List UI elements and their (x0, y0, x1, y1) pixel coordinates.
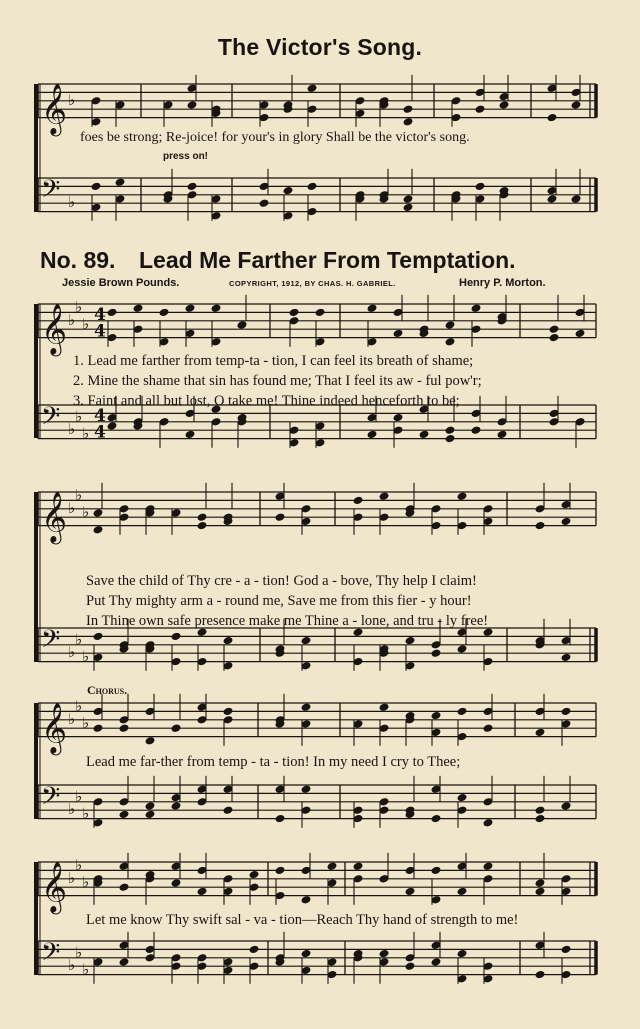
note-head (403, 203, 414, 213)
note-head (187, 100, 198, 110)
note-head (197, 512, 208, 522)
flat-icon: ♭ (75, 787, 83, 806)
flat-icon: ♭ (68, 956, 76, 975)
note-head (431, 648, 442, 658)
note-head (171, 723, 182, 733)
note-head (403, 117, 414, 127)
note-head (197, 887, 208, 897)
note-head (457, 707, 468, 717)
note-head (475, 182, 486, 192)
hymn-number: No. 89. (40, 247, 116, 273)
note-head (393, 413, 404, 423)
note-head (223, 805, 234, 815)
flat-icon: ♭ (75, 697, 83, 716)
note-head (561, 707, 572, 717)
note-head (403, 194, 414, 204)
note-head (275, 866, 286, 876)
treble-clef-icon: 𝄞 (41, 861, 68, 913)
note-head (119, 882, 130, 892)
flat-icon: ♭ (68, 709, 76, 728)
note-head (223, 707, 234, 717)
note-head (301, 784, 312, 794)
note-head (535, 970, 546, 980)
note-head (499, 100, 510, 110)
note-head (187, 182, 198, 192)
note-head (301, 636, 312, 646)
flat-icon: ♭ (68, 643, 76, 662)
note-head (171, 878, 182, 888)
note-head (185, 303, 196, 313)
note-head (483, 818, 494, 828)
note-head (275, 814, 286, 824)
flat-icon: ♭ (82, 960, 90, 979)
note-head (289, 308, 300, 318)
note-head (549, 333, 560, 343)
note-head (145, 801, 156, 811)
flat-icon: ♭ (82, 503, 90, 521)
note-head (483, 861, 494, 871)
note-head (393, 329, 404, 339)
note-head (93, 723, 104, 733)
verse-1-line-2: Save the child of Thy cre - a - tion! God a - bove, Thy help I claim! (86, 573, 477, 589)
note-head (445, 320, 456, 330)
note-head (561, 801, 572, 811)
note-head (367, 430, 378, 440)
note-head (535, 728, 546, 738)
prev-hymn-title: The Victor's Song. (217, 34, 423, 60)
note-head (431, 814, 442, 824)
note-head (171, 801, 182, 811)
note-head (549, 324, 560, 334)
chorus-line-1: Lead me far-ther from temp - ta - tion! In my need I cry to Thee; (86, 754, 461, 770)
note-head (431, 711, 442, 721)
note-head (403, 104, 414, 114)
note-head (275, 512, 286, 522)
time-signature-top: 4 (94, 405, 106, 426)
note-head (483, 723, 494, 733)
note-head (457, 793, 468, 803)
note-head (457, 644, 468, 654)
note-head (471, 303, 482, 313)
note-head (119, 957, 130, 967)
note-head (353, 496, 364, 506)
note-head (159, 308, 170, 318)
note-head (301, 949, 312, 959)
flat-icon: ♭ (75, 856, 83, 875)
hymn-title: Lead Me Farther From Temptation. (139, 247, 516, 273)
note-head (547, 194, 558, 204)
flat-icon: ♭ (68, 868, 76, 887)
note-head (571, 100, 582, 110)
note-head (259, 198, 270, 208)
note-head (197, 521, 208, 531)
note-head (145, 736, 156, 746)
note-head (445, 337, 456, 347)
note-head (431, 866, 442, 876)
flat-icon: ♭ (68, 193, 76, 212)
flat-icon: ♭ (82, 873, 90, 891)
note-head (327, 861, 338, 871)
flat-icon: ♭ (75, 486, 83, 505)
note-head (93, 525, 104, 535)
note-head (211, 303, 222, 313)
treble-clef-icon: 𝄞 (41, 702, 68, 754)
flat-icon: ♭ (68, 90, 76, 109)
flat-icon: ♭ (82, 714, 90, 732)
note-head (571, 194, 582, 204)
note-head (457, 949, 468, 959)
note-head (185, 430, 196, 440)
bass-clef-icon: 𝄢 (41, 402, 61, 437)
time-signature-bottom: 4 (94, 422, 106, 443)
verse-3-line-1: 3. Faint and all but lost, O take me! Thine indeed henceforth to be; (73, 393, 460, 409)
note-head (561, 653, 572, 663)
note-head (107, 421, 118, 431)
note-head (431, 957, 442, 967)
verse-2-line-1: 2. Mine the shame that sin has found me; That I feel its aw - ful pow'r; (73, 373, 482, 389)
note-head (93, 632, 104, 642)
note-head (307, 83, 318, 93)
lyricist: Jessie Brown Pounds. (62, 277, 180, 289)
flat-icon: ♭ (68, 420, 76, 439)
note-head (457, 887, 468, 897)
note-head (535, 521, 546, 531)
note-head (575, 329, 586, 339)
note-head (475, 104, 486, 114)
flat-icon: ♭ (82, 315, 90, 333)
prev-hymn-lyric: foes be strong; Re-joice! for your's in glory Shall be the victor's song. (80, 130, 470, 145)
note-head (307, 182, 318, 192)
note-head (115, 177, 126, 187)
note-head (379, 491, 390, 501)
flat-icon: ♭ (75, 943, 83, 962)
verse-1-line-1: 1. Lead me farther from temp-ta - tion, I can feel its breath of shame; (73, 353, 474, 369)
note-head (535, 887, 546, 897)
note-head (119, 723, 130, 733)
chorus-line-2: Let me know Thy swift sal - va - tion—Reach Thy hand of strength to me! (86, 912, 519, 928)
note-head (249, 870, 260, 880)
note-head (547, 113, 558, 123)
note-head (353, 861, 364, 871)
treble-clef-icon: 𝄞 (41, 83, 68, 135)
note-head (535, 805, 546, 815)
note-head (445, 434, 456, 444)
note-head (419, 430, 430, 440)
note-head (91, 182, 102, 192)
note-head (145, 810, 156, 820)
note-head (315, 308, 326, 318)
note-head (367, 303, 378, 313)
note-head (457, 491, 468, 501)
note-head (249, 945, 260, 955)
note-head (535, 878, 546, 888)
copyright: COPYRIGHT, 1912, BY CHAS. H. GABRIEL. (229, 279, 396, 288)
note-head (133, 303, 144, 313)
time-signature-bottom: 4 (94, 321, 106, 342)
note-head (379, 949, 390, 959)
note-head (471, 425, 482, 435)
note-head (301, 702, 312, 712)
flat-icon: ♭ (75, 630, 83, 649)
flat-icon: ♭ (68, 498, 76, 517)
flat-icon: ♭ (82, 424, 90, 443)
time-signature-top: 4 (94, 304, 106, 325)
note-head (445, 425, 456, 435)
flat-icon: ♭ (68, 310, 76, 329)
flat-icon: ♭ (82, 647, 90, 666)
note-head (535, 814, 546, 824)
bass-clef-icon: 𝄢 (41, 938, 61, 973)
note-head (405, 961, 416, 971)
note-head (497, 430, 508, 440)
flat-icon: ♭ (75, 407, 83, 426)
verse-3-line-2: In Thine own safe presence make me Thine a - lone, and tru - ly free! (86, 613, 489, 629)
note-head (561, 945, 572, 955)
bass-clef-icon: 𝄢 (41, 175, 61, 210)
bass-clef-icon: 𝄢 (41, 782, 61, 817)
note-head (379, 702, 390, 712)
note-head (237, 320, 248, 330)
note-head (171, 632, 182, 642)
flat-icon: ♭ (75, 298, 83, 317)
treble-clef-icon: 𝄞 (41, 303, 68, 355)
note-head (119, 810, 130, 820)
note-head (283, 186, 294, 196)
chorus-label: Chorus. (87, 683, 128, 697)
bass-clef-icon: 𝄢 (41, 625, 61, 660)
note-head (405, 636, 416, 646)
note-head (93, 508, 104, 518)
note-head (301, 895, 312, 905)
verse-2-line-2: Put Thy mighty arm a - round me, Save me from this fier - y hour! (86, 593, 472, 609)
note-head (223, 636, 234, 646)
note-head (405, 887, 416, 897)
composer: Henry P. Morton. (459, 277, 546, 289)
treble-clef-icon: 𝄞 (41, 491, 68, 543)
note-head (561, 517, 572, 527)
flat-icon: ♭ (82, 804, 90, 823)
flat-icon: ♭ (68, 800, 76, 819)
note-head (107, 308, 118, 318)
press-on-expression: press on! (163, 151, 209, 162)
